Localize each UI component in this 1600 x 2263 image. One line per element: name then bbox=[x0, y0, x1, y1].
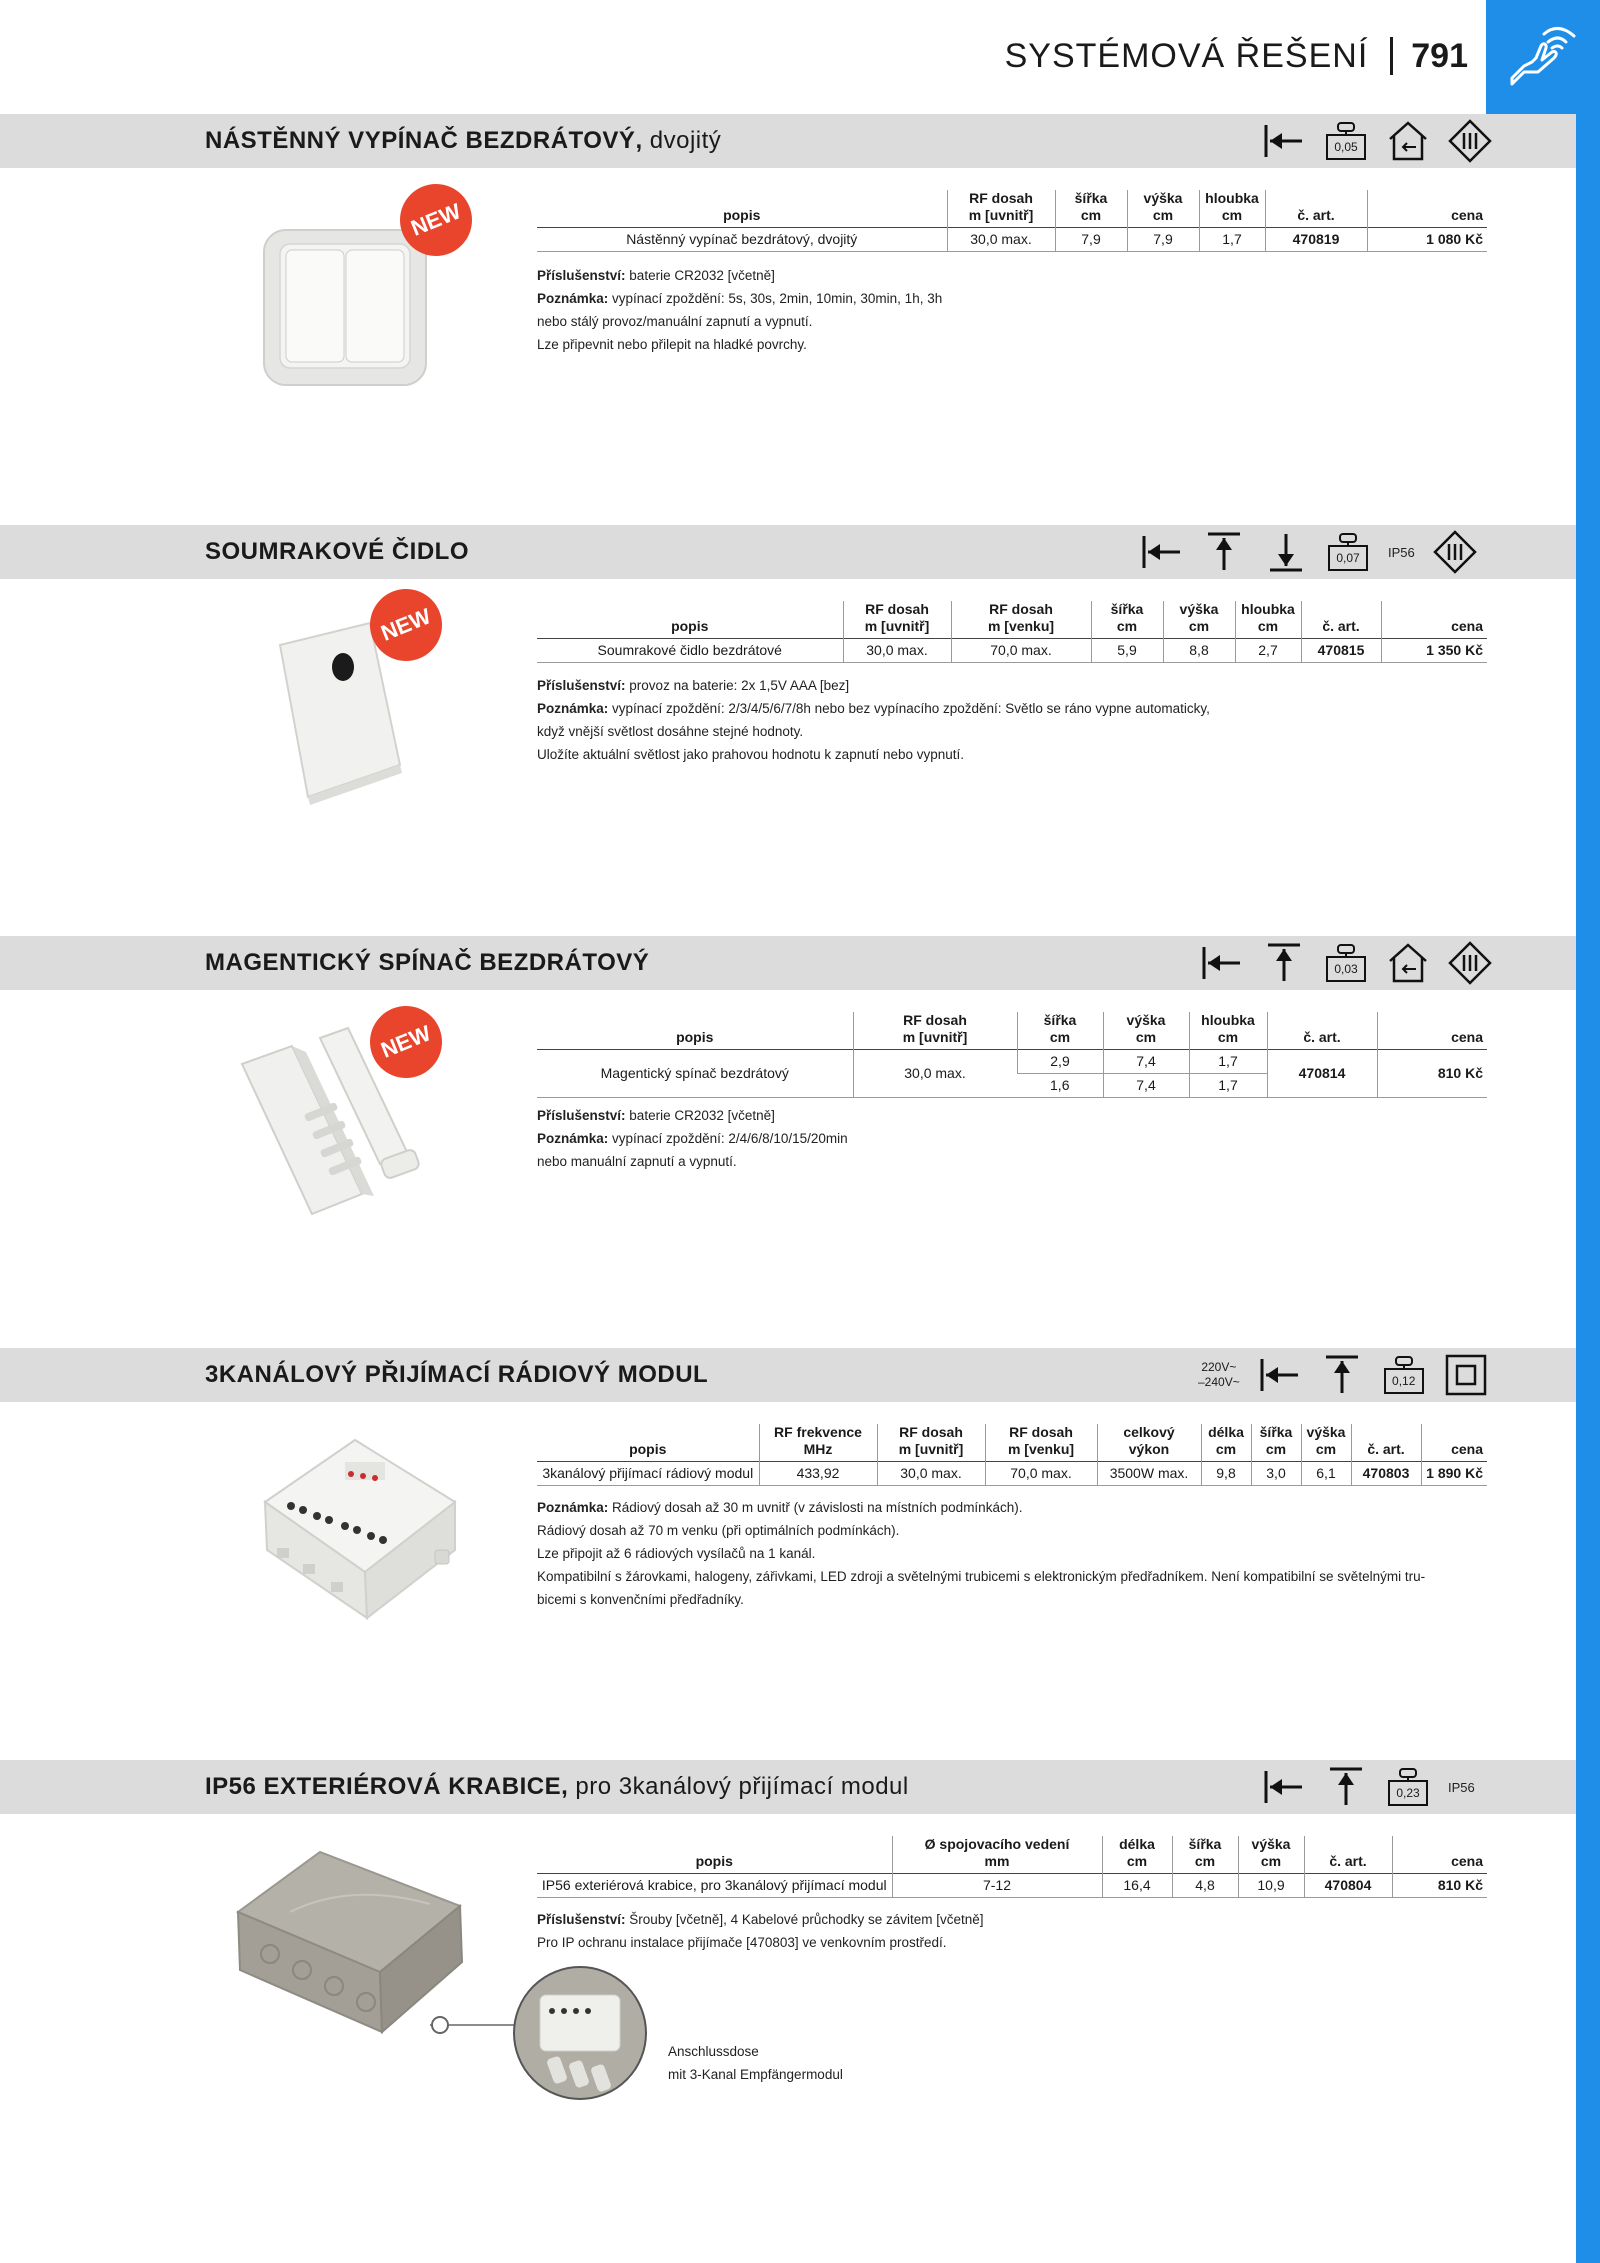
product-image-wall-switch bbox=[260, 224, 430, 389]
note-line: Poznámka: vypínací zpoždění: 5s, 30s, 2min, 10min, 30min, 1h, 3h bbox=[537, 291, 943, 306]
product-section-wall-switch bbox=[0, 114, 1576, 514]
spec-icons bbox=[1262, 119, 1492, 163]
indoor-use-icon bbox=[1386, 941, 1430, 985]
new-badge: NEW bbox=[389, 173, 483, 267]
table-row bbox=[537, 639, 1487, 663]
product-notes bbox=[537, 1908, 984, 1954]
weight-value: 0,05 bbox=[1334, 140, 1358, 154]
col-header: č. art. bbox=[1301, 601, 1381, 639]
article-number: 470814 bbox=[1267, 1050, 1377, 1098]
floor-mount-icon bbox=[1264, 530, 1308, 574]
cell: 7,9 bbox=[1055, 228, 1127, 252]
spec-table bbox=[537, 190, 1487, 252]
weight-value: 0,03 bbox=[1334, 962, 1358, 976]
voltage-label: 220V~ –240V~ bbox=[1198, 1360, 1240, 1389]
col-header: č. art. bbox=[1267, 1012, 1377, 1050]
detail-caption bbox=[668, 2040, 843, 2086]
section-title: IP56 EXTERIÉROVÁ KRABICE, pro 3kanálový přijímací modul bbox=[205, 1773, 909, 1800]
ip-rating: IP56 bbox=[1388, 544, 1415, 560]
weight-icon bbox=[1324, 119, 1368, 163]
weight-icon bbox=[1382, 1353, 1426, 1397]
cell: 1,6 bbox=[1017, 1074, 1103, 1098]
new-badge: NEW bbox=[359, 578, 453, 672]
detail-image-inner-module bbox=[430, 1965, 670, 2115]
note-line: Uložíte aktuální světlost jako prahovou hodnotu k zapnutí nebo vypnutí. bbox=[537, 747, 965, 762]
cell: Nástěnný vypínač bezdrátový, dvojitý bbox=[537, 228, 947, 252]
section-title-band bbox=[0, 1760, 1576, 1814]
price: 1 890 Kč bbox=[1421, 1462, 1487, 1486]
col-header: Ø spojovacího vedení mm bbox=[892, 1836, 1102, 1874]
weight-value: 0,12 bbox=[1392, 1374, 1416, 1388]
col-header: popis bbox=[695, 1853, 733, 1869]
col-header: hloubka cm bbox=[1199, 190, 1265, 228]
spec-table bbox=[537, 1012, 1487, 1098]
note-line: Poznámka: Rádiový dosah až 30 m uvnitř (v závislosti na místních podmínkách). bbox=[537, 1500, 1023, 1515]
note-line: Příslušenství: baterie CR2032 [včetně] bbox=[537, 1108, 775, 1123]
col-header: č. art. bbox=[1351, 1424, 1421, 1462]
page-header bbox=[1005, 34, 1468, 78]
cell: 9,8 bbox=[1201, 1462, 1251, 1486]
price: 810 Kč bbox=[1392, 1874, 1487, 1898]
protection-class-ii-icon bbox=[1444, 1353, 1488, 1397]
wall-mount-icon bbox=[1258, 1353, 1302, 1397]
col-header: RF dosah m [uvnitř] bbox=[877, 1424, 985, 1462]
product-notes bbox=[537, 1104, 848, 1173]
weight-icon bbox=[1326, 530, 1370, 574]
section-title: SOUMRAKOVÉ ČIDLO bbox=[205, 538, 470, 565]
protection-class-iii-icon bbox=[1433, 530, 1477, 574]
col-header: délka cm bbox=[1201, 1424, 1251, 1462]
weight-icon bbox=[1324, 941, 1368, 985]
cell: 1,7 bbox=[1189, 1050, 1267, 1074]
note-line: Pro IP ochranu instalace přijímače [470803] ve venkovním prostředí. bbox=[537, 1935, 947, 1950]
col-header: cena bbox=[1381, 601, 1487, 639]
col-header: RF frekvence MHz bbox=[759, 1424, 877, 1462]
cell: 70,0 max. bbox=[985, 1462, 1097, 1486]
article-number: 470803 bbox=[1351, 1462, 1421, 1486]
price: 810 Kč bbox=[1377, 1050, 1487, 1098]
col-header: délka cm bbox=[1102, 1836, 1172, 1874]
cell: 3500W max. bbox=[1097, 1462, 1201, 1486]
note-line: bicemi s konvenčními předřadníky. bbox=[537, 1592, 744, 1607]
cell: 1,7 bbox=[1189, 1074, 1267, 1098]
table-row bbox=[537, 1462, 1487, 1486]
spec-table bbox=[537, 601, 1487, 663]
cell: 8,8 bbox=[1163, 639, 1235, 663]
col-header: popis bbox=[671, 618, 709, 634]
col-header: šířka cm bbox=[1172, 1836, 1238, 1874]
spec-table bbox=[537, 1424, 1487, 1486]
cell: 10,9 bbox=[1238, 1874, 1304, 1898]
section-title-band bbox=[0, 114, 1576, 168]
cell: 7-12 bbox=[892, 1874, 1102, 1898]
ceiling-mount-icon bbox=[1262, 941, 1306, 985]
col-header: celkový výkon bbox=[1097, 1424, 1201, 1462]
ceiling-mount-icon bbox=[1320, 1353, 1364, 1397]
cell: 3,0 bbox=[1251, 1462, 1301, 1486]
col-header: cena bbox=[1392, 1836, 1487, 1874]
cell: IP56 exteriérová krabice, pro 3kanálový přijímací modul bbox=[537, 1874, 892, 1898]
col-header: výška cm bbox=[1103, 1012, 1189, 1050]
product-notes bbox=[537, 674, 1210, 766]
spec-table bbox=[537, 1836, 1487, 1898]
product-image-receiver-module bbox=[255, 1432, 465, 1632]
section-title: MAGENTICKÝ SPÍNAČ BEZDRÁTOVÝ bbox=[205, 949, 650, 976]
cell: 2,7 bbox=[1235, 639, 1301, 663]
table-row bbox=[537, 228, 1487, 252]
cell: 16,4 bbox=[1102, 1874, 1172, 1898]
new-badge: NEW bbox=[359, 995, 453, 1089]
col-header: hloubka cm bbox=[1235, 601, 1301, 639]
product-section-outdoor-box bbox=[0, 1760, 1576, 2180]
protection-class-iii-icon bbox=[1448, 941, 1492, 985]
cell: 7,4 bbox=[1103, 1074, 1189, 1098]
price: 1 080 Kč bbox=[1367, 228, 1487, 252]
corner-badge bbox=[1486, 0, 1600, 114]
note-line: nebo manuální zapnutí a vypnutí. bbox=[537, 1154, 737, 1169]
weight-value: 0,23 bbox=[1396, 1786, 1420, 1800]
col-header: šířka cm bbox=[1055, 190, 1127, 228]
col-header: č. art. bbox=[1304, 1836, 1392, 1874]
cell: 30,0 max. bbox=[947, 228, 1055, 252]
cell: 30,0 max. bbox=[853, 1050, 1017, 1098]
col-header: popis bbox=[723, 207, 761, 223]
cell: 2,9 bbox=[1017, 1050, 1103, 1074]
product-notes bbox=[537, 1496, 1547, 1611]
cell: Magentický spínač bezdrátový bbox=[537, 1050, 853, 1098]
cell: Soumrakové čidlo bezdrátové bbox=[537, 639, 843, 663]
col-header: výška cm bbox=[1163, 601, 1235, 639]
remote-hand-icon bbox=[1504, 18, 1582, 96]
note-line: když vnější světlost dosáhne stejné hodnoty. bbox=[537, 724, 804, 739]
col-header: šířka cm bbox=[1251, 1424, 1301, 1462]
table-row bbox=[537, 1050, 1487, 1074]
cell: 433,92 bbox=[759, 1462, 877, 1486]
col-header: cena bbox=[1377, 1012, 1487, 1050]
col-header: RF dosah m [uvnitř] bbox=[843, 601, 951, 639]
section-title-band bbox=[0, 936, 1576, 990]
header-divider bbox=[1390, 37, 1393, 75]
cell: 3kanálový přijímací rádiový modul bbox=[537, 1462, 759, 1486]
page-title: SYSTÉMOVÁ ŘEŠENÍ bbox=[1004, 36, 1369, 75]
col-header: výška cm bbox=[1127, 190, 1199, 228]
ceiling-mount-icon bbox=[1202, 530, 1246, 574]
col-header: popis bbox=[629, 1441, 667, 1457]
product-notes bbox=[537, 264, 942, 356]
wall-mount-icon bbox=[1262, 119, 1306, 163]
section-title-band bbox=[0, 1348, 1576, 1402]
note-line: Lze připevnit nebo přilepit na hladké povrchy. bbox=[537, 337, 807, 352]
cell: 4,8 bbox=[1172, 1874, 1238, 1898]
cell: 6,1 bbox=[1301, 1462, 1351, 1486]
product-section-twilight-sensor bbox=[0, 525, 1576, 925]
wall-mount-icon bbox=[1200, 941, 1244, 985]
caption-line: mit 3-Kanal Empfängermodul bbox=[668, 2067, 843, 2082]
spec-icons bbox=[1200, 941, 1492, 985]
col-header: RF dosah m [venku] bbox=[951, 601, 1091, 639]
note-line: nebo stálý provoz/manuální zapnutí a vypnutí. bbox=[537, 314, 813, 329]
note-line: Kompatibilní s žárovkami, halogeny, zářivkami, LED zdroji a světelnými trubicemi s elektronickým předřadníkem. Není kompatibilní se světelnými tru- bbox=[537, 1569, 1426, 1584]
col-header: výška cm bbox=[1301, 1424, 1351, 1462]
col-header: č. art. bbox=[1265, 190, 1367, 228]
note-line: Poznámka: vypínací zpoždění: 2/4/6/8/10/15/20min bbox=[537, 1131, 848, 1146]
col-header: popis bbox=[676, 1029, 714, 1045]
note-line: Lze připojit až 6 rádiových vysílačů na 1 kanál. bbox=[537, 1546, 816, 1561]
col-header: šířka cm bbox=[1017, 1012, 1103, 1050]
spec-icons bbox=[1198, 1353, 1488, 1397]
section-title-band bbox=[0, 525, 1576, 579]
col-header: šířka cm bbox=[1091, 601, 1163, 639]
ceiling-mount-icon bbox=[1324, 1765, 1368, 1809]
weight-value: 0,07 bbox=[1336, 551, 1360, 565]
section-title: 3KANÁLOVÝ PŘIJÍMACÍ RÁDIOVÝ MODUL bbox=[205, 1361, 709, 1388]
cell: 30,0 max. bbox=[843, 639, 951, 663]
note-line: Rádiový dosah až 70 m venku (při optimálních podmínkách). bbox=[537, 1523, 900, 1538]
article-number: 470804 bbox=[1304, 1874, 1392, 1898]
cell: 5,9 bbox=[1091, 639, 1163, 663]
product-section-receiver-module bbox=[0, 1348, 1576, 1748]
note-line: Příslušenství: provoz na baterie: 2x 1,5V AAA [bez] bbox=[537, 678, 850, 693]
article-number: 470815 bbox=[1301, 639, 1381, 663]
col-header: RF dosah m [uvnitř] bbox=[947, 190, 1055, 228]
product-section-magnetic-switch bbox=[0, 936, 1576, 1336]
indoor-use-icon bbox=[1386, 119, 1430, 163]
weight-icon bbox=[1386, 1765, 1430, 1809]
spec-icons bbox=[1140, 530, 1477, 574]
cell: 30,0 max. bbox=[877, 1462, 985, 1486]
col-header: cena bbox=[1367, 190, 1487, 228]
section-title: NÁSTĚNNÝ VYPÍNAČ BEZDRÁTOVÝ, dvojitý bbox=[205, 127, 722, 154]
cell: 7,9 bbox=[1127, 228, 1199, 252]
col-header: cena bbox=[1421, 1424, 1487, 1462]
caption-line: Anschlussdose bbox=[668, 2044, 759, 2059]
right-edge-strip bbox=[1576, 0, 1600, 2263]
note-line: Příslušenství: Šrouby [včetně], 4 Kabelové průchodky se závitem [včetně] bbox=[537, 1912, 984, 1927]
table-row bbox=[537, 1874, 1487, 1898]
cell: 7,4 bbox=[1103, 1050, 1189, 1074]
page-number: 791 bbox=[1411, 36, 1468, 75]
note-line: Příslušenství: baterie CR2032 [včetně] bbox=[537, 268, 775, 283]
col-header: výška cm bbox=[1238, 1836, 1304, 1874]
cell: 70,0 max. bbox=[951, 639, 1091, 663]
col-header: RF dosah m [uvnitř] bbox=[853, 1012, 1017, 1050]
wall-mount-icon bbox=[1140, 530, 1184, 574]
col-header: hloubka cm bbox=[1189, 1012, 1267, 1050]
note-line: Poznámka: vypínací zpoždění: 2/3/4/5/6/7/8h nebo bez vypínacího zpoždění: Světlo se ráno vypne automaticky, bbox=[537, 701, 1210, 716]
col-header: RF dosah m [venku] bbox=[985, 1424, 1097, 1462]
spec-icons bbox=[1262, 1765, 1475, 1809]
wall-mount-icon bbox=[1262, 1765, 1306, 1809]
ip-rating: IP56 bbox=[1448, 1779, 1475, 1795]
article-number: 470819 bbox=[1265, 228, 1367, 252]
cell: 1,7 bbox=[1199, 228, 1265, 252]
price: 1 350 Kč bbox=[1381, 639, 1487, 663]
protection-class-iii-icon bbox=[1448, 119, 1492, 163]
